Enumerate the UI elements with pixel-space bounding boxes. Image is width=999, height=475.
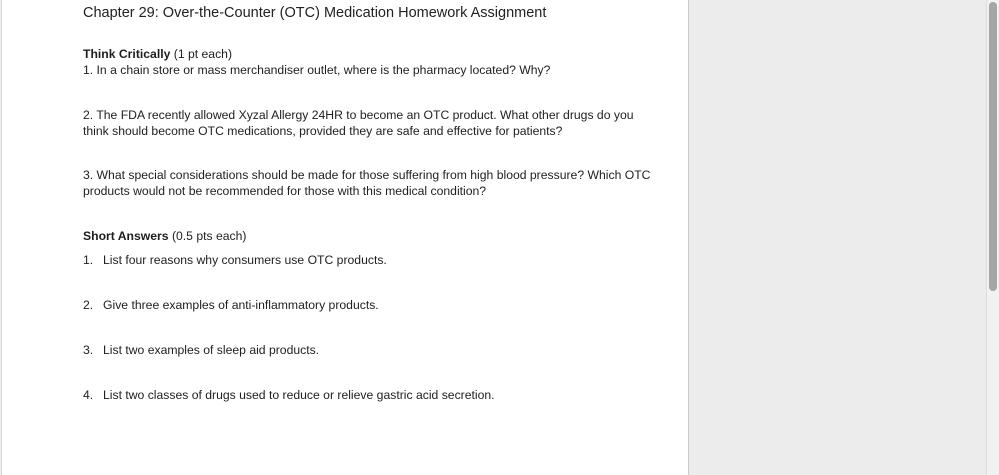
think-critically-heading-line — [83, 46, 232, 62]
document-page[interactable] — [1, 0, 689, 475]
short-answers-points: (0.5 pts each) — [168, 229, 247, 243]
question-3-line-2: products would not be recommended for those with this medical condition? — [83, 184, 487, 198]
scrollbar-thumb[interactable] — [989, 2, 997, 291]
question-3-line-1: 3. What special considerations should be made for those suffering from high blood pressure? Which OTC — [83, 168, 651, 182]
think-critically-heading: Think Critically — [83, 47, 171, 61]
canvas-background — [689, 0, 986, 475]
short-answer-item-4 — [83, 387, 495, 403]
short-answer-item-3 — [83, 342, 319, 358]
short-answer-item-1 — [83, 252, 387, 268]
document-title: Chapter 29: Over-the-Counter (OTC) Medication Homework Assignment — [83, 5, 547, 21]
question-2-line-2: think should become OTC medications, provided they are safe and effective for patients? — [83, 124, 563, 138]
list-number: 1. — [83, 253, 94, 267]
list-number: 2. — [83, 298, 94, 312]
list-number: 3. — [83, 343, 94, 357]
short-answer-item-2 — [83, 297, 379, 313]
vertical-scrollbar[interactable] — [986, 0, 999, 475]
list-number: 4. — [83, 388, 94, 402]
list-item-text: List two examples of sleep aid products. — [103, 343, 320, 357]
question-1: 1. In a chain store or mass merchandiser outlet, where is the pharmacy located? Why? — [83, 63, 551, 77]
list-item-text: List two classes of drugs used to reduce or relieve gastric acid secretion. — [103, 388, 495, 402]
think-critically-points: (1 pt each) — [170, 47, 233, 61]
list-item-text: Give three examples of anti-inflammatory products. — [103, 298, 379, 312]
short-answers-heading-line — [83, 228, 246, 244]
short-answers-heading: Short Answers — [83, 229, 169, 243]
list-item-text: List four reasons why consumers use OTC products. — [103, 253, 387, 267]
question-2-line-1: 2. The FDA recently allowed Xyzal Allergy 24HR to become an OTC product. What other drugs do you — [83, 108, 634, 122]
